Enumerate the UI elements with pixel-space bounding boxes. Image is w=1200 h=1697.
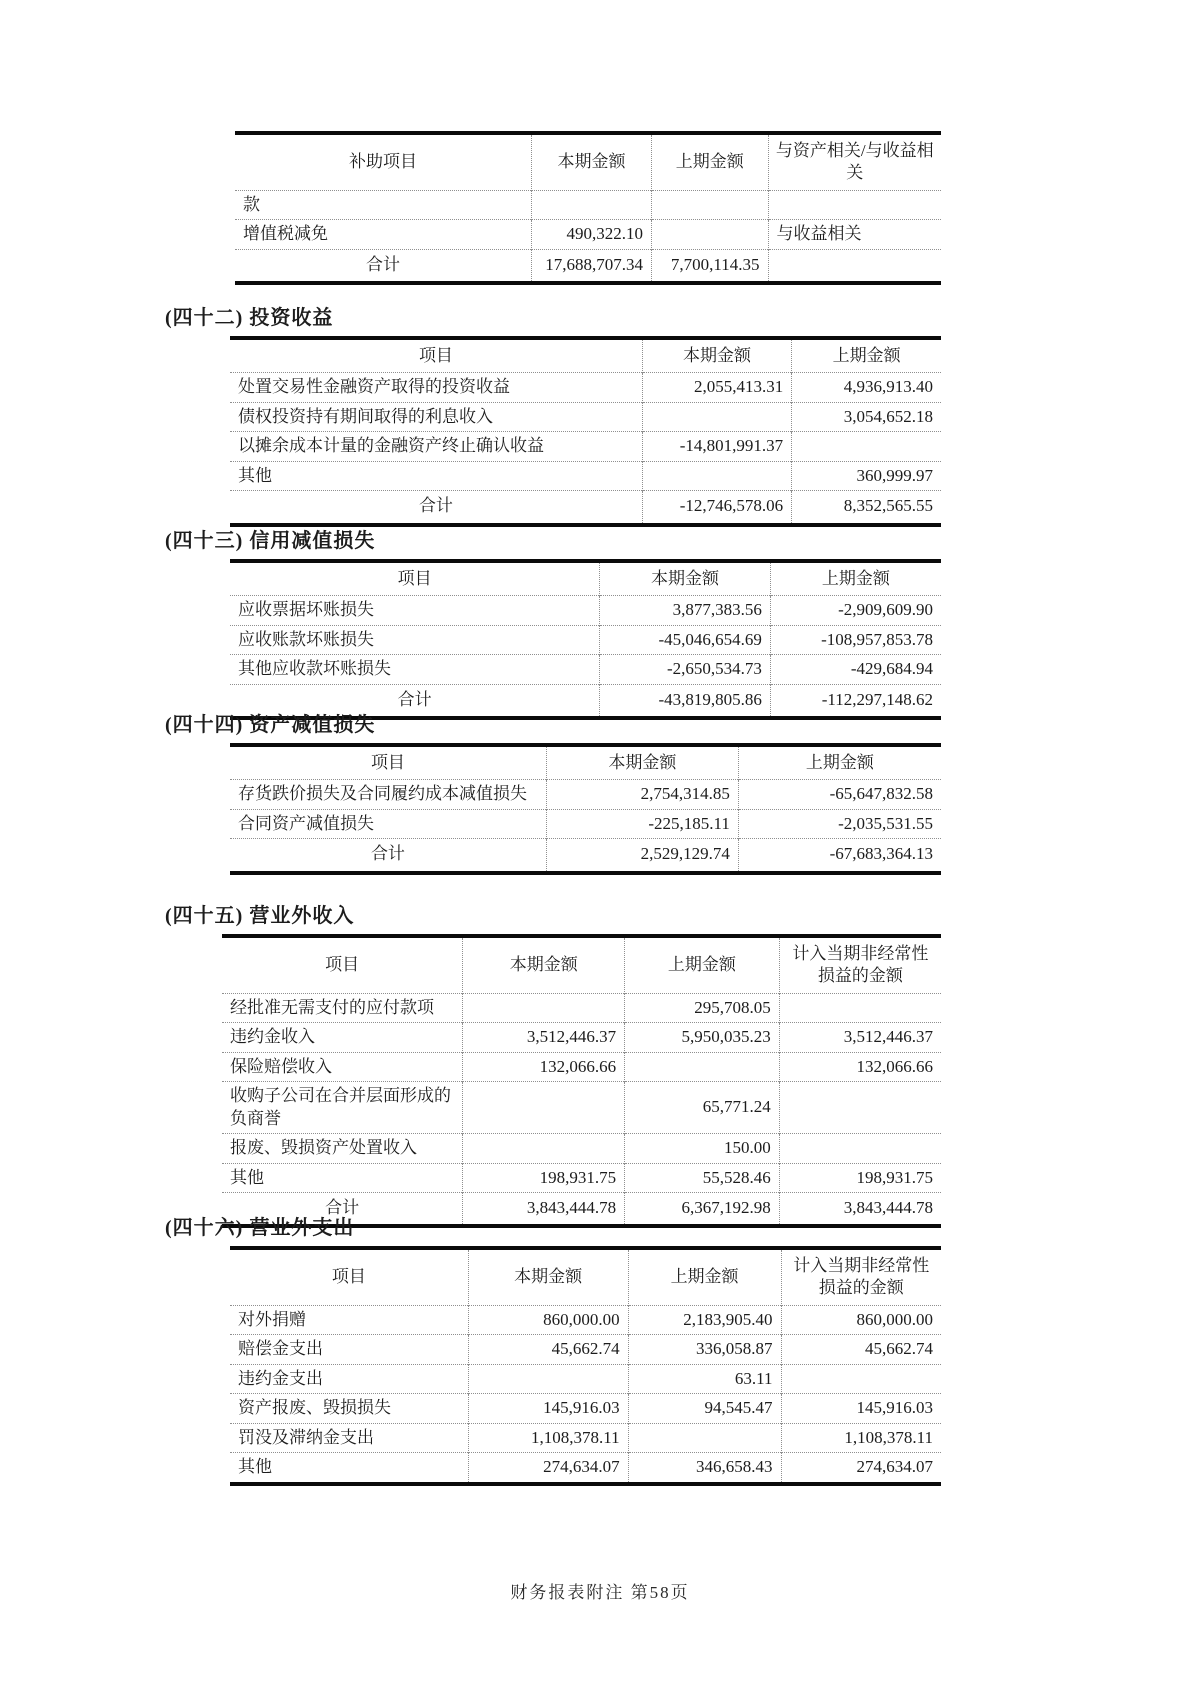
value-cell: 346,658.43 [628, 1453, 781, 1484]
value-cell: 45,662.74 [468, 1335, 628, 1364]
table-row [230, 461, 941, 490]
value-cell: 132,066.66 [779, 1052, 941, 1081]
column-header: 与资产相关/与收益相关 [768, 133, 941, 190]
page-footer: 财务报表附注 第58页 [510, 1583, 690, 1602]
item-cell: 合计 [235, 249, 532, 283]
value-cell [652, 190, 768, 219]
value-cell [768, 249, 941, 283]
item-cell: 应收账款坏账损失 [230, 625, 600, 654]
table-row [235, 220, 941, 249]
section-investment-income [165, 301, 941, 527]
investment-income-table [230, 336, 941, 527]
table-row [230, 655, 941, 684]
table-row [222, 1163, 941, 1192]
value-cell: 2,055,413.31 [642, 373, 791, 402]
column-header: 项目 [331, 1267, 366, 1287]
column-header: 项目 [397, 569, 432, 588]
value-cell: 1,108,378.11 [468, 1423, 628, 1452]
value-cell: 7,700,114.35 [652, 249, 768, 283]
value-cell: 360,999.97 [792, 461, 941, 490]
value-cell [652, 220, 768, 249]
value-cell: 3,054,652.18 [792, 402, 941, 431]
table-row [222, 1052, 941, 1081]
column-header: 上期金额 [770, 561, 941, 596]
table-row [222, 993, 941, 1022]
value-cell: -12,746,578.06 [642, 491, 791, 525]
column-header: 上期金额 [628, 1248, 781, 1305]
value-cell: 1,108,378.11 [781, 1423, 941, 1452]
column-header: 上期金额 [738, 745, 941, 780]
value-cell: -112,297,148.62 [770, 684, 941, 718]
item-cell: 应收票据坏账损失 [230, 596, 600, 625]
value-cell: -67,683,364.13 [738, 839, 941, 873]
credit-impairment-table [230, 559, 941, 720]
column-header: 计入当期非经常性损益的金额 [779, 936, 941, 993]
column-header: 本期金额 [463, 936, 625, 993]
column-header: 本期金额 [468, 1248, 628, 1305]
value-cell: -429,684.94 [770, 655, 941, 684]
value-cell [628, 1423, 781, 1452]
table-row [230, 1335, 941, 1364]
value-cell: 65,771.24 [625, 1082, 780, 1134]
value-cell: 490,322.10 [532, 220, 652, 249]
value-cell: 2,183,905.40 [628, 1305, 781, 1334]
value-cell: -2,909,609.90 [770, 596, 941, 625]
value-cell: 336,058.87 [628, 1335, 781, 1364]
column-header: 补助项目 [349, 152, 417, 172]
value-cell: 63.11 [628, 1364, 781, 1393]
item-cell: 违约金收入 [222, 1023, 463, 1052]
value-cell: 3,512,446.37 [463, 1023, 625, 1052]
value-cell: -43,819,805.86 [600, 684, 771, 718]
data-table [230, 743, 941, 875]
value-cell: 860,000.00 [781, 1305, 941, 1334]
table-row [230, 373, 941, 402]
table-row [230, 596, 941, 625]
value-cell: 3,843,444.78 [779, 1192, 941, 1226]
section-heading-46: (四十六) 营业外支出 [165, 1217, 355, 1239]
value-cell: -65,647,832.58 [738, 780, 941, 809]
table-row [230, 809, 941, 838]
column-header: 计入当期非经常性损益的金额 [781, 1248, 941, 1305]
header-row [230, 745, 941, 780]
header-row [222, 936, 941, 993]
data-table [235, 131, 941, 285]
table-row [230, 839, 941, 873]
value-cell: 8,352,565.55 [792, 491, 941, 525]
non-operating-expenses-table [230, 1246, 941, 1486]
item-cell: 其他应收款坏账损失 [230, 655, 600, 684]
value-cell: -225,185.11 [546, 809, 738, 838]
item-cell: 对外捐赠 [230, 1305, 468, 1334]
subsidy-table [235, 131, 941, 285]
item-cell: 违约金支出 [230, 1364, 468, 1393]
section-heading-44: (四十四) 资产减值损失 [165, 714, 376, 736]
value-cell: 274,634.07 [781, 1453, 941, 1484]
value-cell: 145,916.03 [468, 1394, 628, 1423]
item-cell: 以摊余成本计量的金融资产终止确认收益 [230, 432, 642, 461]
value-cell: 150.00 [625, 1134, 780, 1163]
value-cell [625, 1052, 780, 1081]
value-cell: 3,843,444.78 [463, 1192, 625, 1226]
header-row [230, 561, 941, 596]
value-cell: 17,688,707.34 [532, 249, 652, 283]
item-cell: 存货跌价损失及合同履约成本减值损失 [230, 780, 546, 809]
item-cell: 罚没及滞纳金支出 [230, 1423, 468, 1452]
table-row [235, 190, 941, 219]
table-row [230, 432, 941, 461]
item-cell: 增值税减免 [235, 220, 532, 249]
column-header: 项目 [370, 753, 405, 772]
item-cell: 债权投资持有期间取得的利息收入 [230, 402, 642, 431]
value-cell: -108,957,853.78 [770, 625, 941, 654]
data-table [222, 934, 941, 1228]
value-cell: 55,528.46 [625, 1163, 780, 1192]
column-header: 上期金额 [792, 338, 941, 373]
value-cell: 2,529,129.74 [546, 839, 738, 873]
column-header: 项目 [325, 955, 360, 975]
item-cell: 合计 [230, 684, 600, 718]
value-cell: -2,035,531.55 [738, 809, 941, 838]
header-row [230, 1248, 941, 1305]
table-row [230, 1364, 941, 1393]
section-heading-42: (四十二) 投资收益 [165, 307, 334, 329]
value-cell: 860,000.00 [468, 1305, 628, 1334]
value-cell: 3,877,383.56 [600, 596, 771, 625]
table-row [230, 402, 941, 431]
item-cell: 经批准无需支付的应付款项 [222, 993, 463, 1022]
value-cell [642, 402, 791, 431]
value-cell [463, 1134, 625, 1163]
value-cell: 198,931.75 [779, 1163, 941, 1192]
column-header: 本期金额 [642, 338, 791, 373]
value-cell [468, 1364, 628, 1393]
table-row [222, 1134, 941, 1163]
item-cell: 其他 [230, 1453, 468, 1484]
value-cell: 3,512,446.37 [779, 1023, 941, 1052]
data-table [230, 1246, 941, 1486]
value-cell: 45,662.74 [781, 1335, 941, 1364]
value-cell [642, 461, 791, 490]
value-cell: 274,634.07 [468, 1453, 628, 1484]
item-cell: 合同资产减值损失 [230, 809, 546, 838]
value-cell [532, 190, 652, 219]
table-row [222, 1082, 941, 1134]
column-header: 项目 [418, 346, 453, 365]
section-non-operating-expenses [165, 1211, 941, 1486]
table-row [235, 249, 941, 283]
asset-impairment-table [230, 743, 941, 875]
column-header: 上期金额 [652, 133, 768, 190]
value-cell: 5,950,035.23 [625, 1023, 780, 1052]
data-table [230, 336, 941, 527]
value-cell [779, 1082, 941, 1134]
value-cell: 295,708.05 [625, 993, 780, 1022]
item-cell: 其他 [230, 461, 642, 490]
table-row [230, 491, 941, 525]
value-cell [768, 190, 941, 219]
column-header: 本期金额 [600, 561, 771, 596]
value-cell [781, 1364, 941, 1393]
item-cell: 款 [235, 190, 532, 219]
section-heading-43: (四十三) 信用减值损失 [165, 530, 376, 552]
item-cell: 资产报废、毁损损失 [230, 1394, 468, 1423]
item-cell: 合计 [222, 1192, 463, 1226]
table-row [230, 1423, 941, 1452]
value-cell: 2,754,314.85 [546, 780, 738, 809]
value-cell [463, 993, 625, 1022]
value-cell: -45,046,654.69 [600, 625, 771, 654]
value-cell: 6,367,192.98 [625, 1192, 780, 1226]
table-row [222, 1023, 941, 1052]
value-cell: 132,066.66 [463, 1052, 625, 1081]
value-cell [779, 993, 941, 1022]
data-table [230, 559, 941, 720]
value-cell [463, 1082, 625, 1134]
item-cell: 赔偿金支出 [230, 1335, 468, 1364]
item-cell: 处置交易性金融资产取得的投资收益 [230, 373, 642, 402]
column-header: 本期金额 [546, 745, 738, 780]
section-credit-impairment-loss [165, 524, 941, 720]
section-subsidy-continued [235, 131, 941, 285]
column-header: 上期金额 [625, 936, 780, 993]
header-row [235, 133, 941, 190]
value-cell: 94,545.47 [628, 1394, 781, 1423]
table-row [230, 780, 941, 809]
non-operating-income-table [222, 934, 941, 1228]
section-non-operating-income [165, 899, 941, 1228]
table-row [230, 1453, 941, 1484]
value-cell [792, 432, 941, 461]
value-cell: -14,801,991.37 [642, 432, 791, 461]
item-cell: 收购子公司在合并层面形成的负商誉 [222, 1082, 463, 1134]
value-cell: -2,650,534.73 [600, 655, 771, 684]
value-cell: 4,936,913.40 [792, 373, 941, 402]
table-row [230, 1305, 941, 1334]
value-cell: 198,931.75 [463, 1163, 625, 1192]
section-heading-45: (四十五) 营业外收入 [165, 905, 355, 927]
table-row [230, 625, 941, 654]
column-header: 本期金额 [532, 133, 652, 190]
value-cell: 145,916.03 [781, 1394, 941, 1423]
item-cell: 其他 [222, 1163, 463, 1192]
table-row [230, 1394, 941, 1423]
header-row [230, 338, 941, 373]
value-cell: 与收益相关 [768, 220, 941, 249]
section-asset-impairment-loss [165, 708, 941, 875]
value-cell [779, 1134, 941, 1163]
item-cell: 报废、毁损资产处置收入 [222, 1134, 463, 1163]
item-cell: 合计 [230, 491, 642, 525]
item-cell: 保险赔偿收入 [222, 1052, 463, 1081]
item-cell: 合计 [230, 839, 546, 873]
